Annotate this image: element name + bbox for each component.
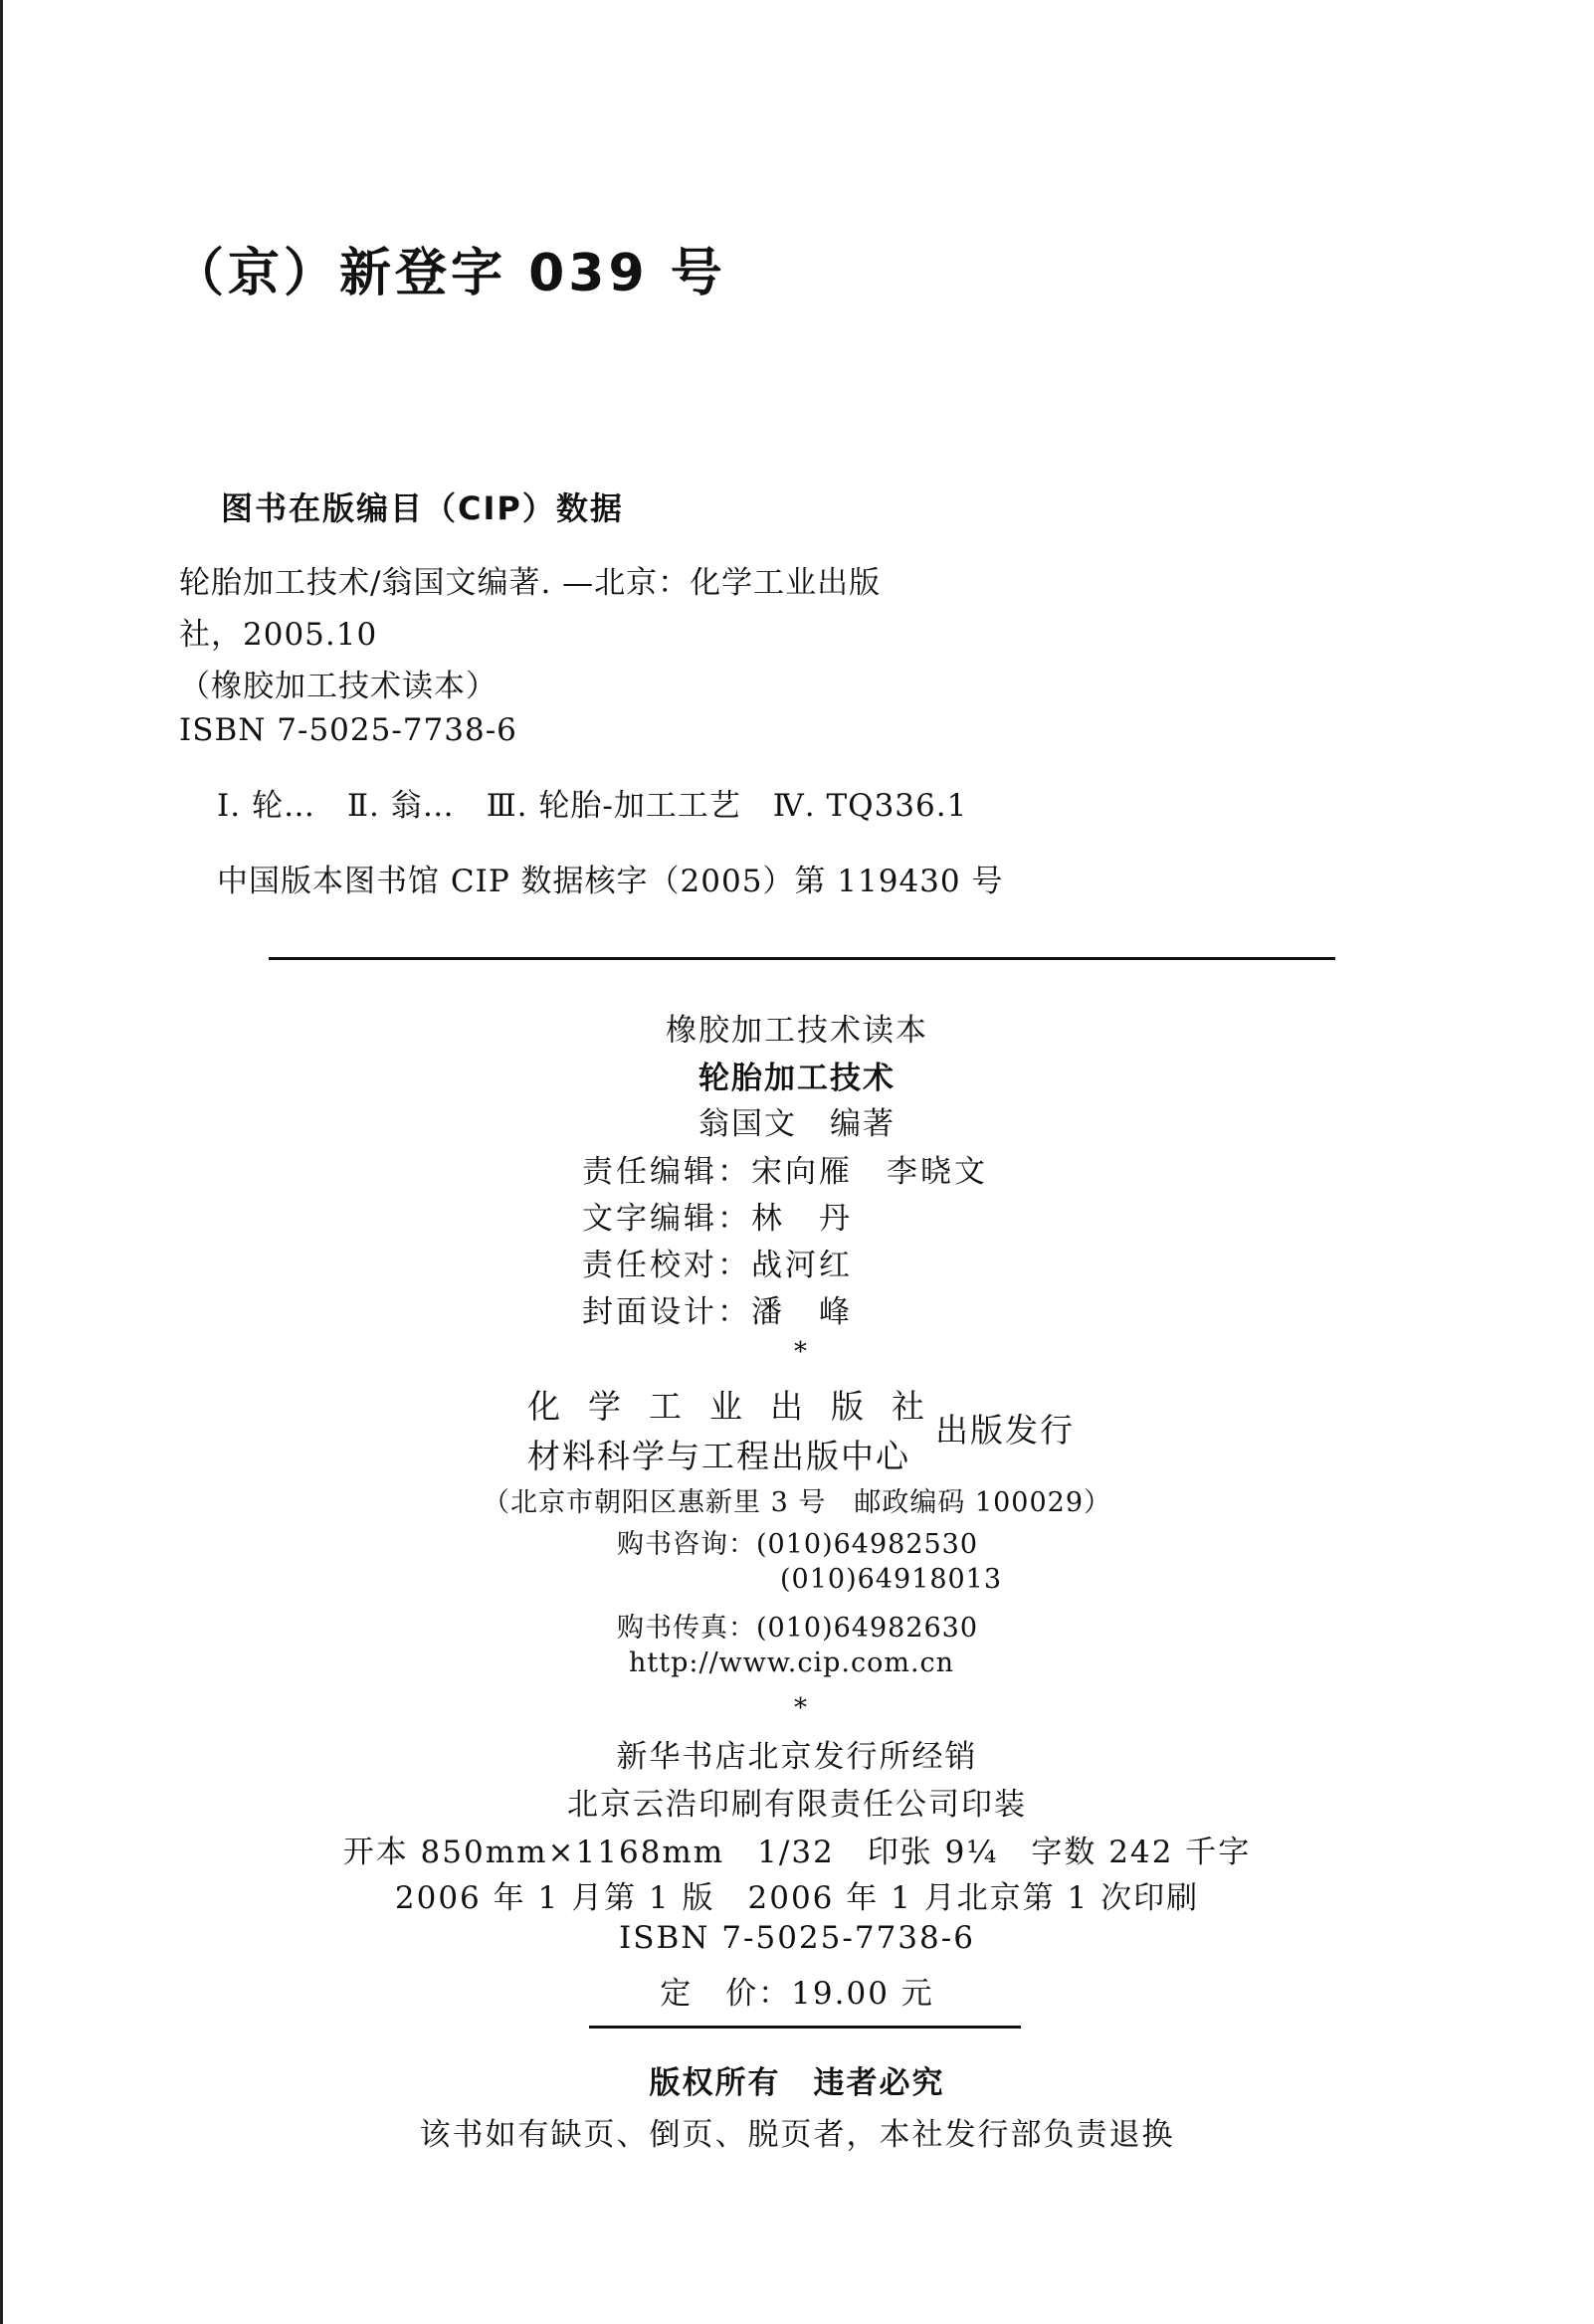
publisher-name: 化学工业出版社 <box>527 1387 952 1426</box>
credit-row <box>582 1286 988 1333</box>
cip-line-2: 社，2005.10 <box>179 617 378 653</box>
credits <box>582 1146 988 1333</box>
price: 定 价：19.00 元 <box>660 1976 934 2012</box>
registration-number: （京）新登字 039 号 <box>172 244 726 303</box>
printer: 北京云浩印刷有限责任公司印装 <box>567 1787 1027 1823</box>
series-title: 橡胶加工技术读本 <box>666 1013 928 1049</box>
divider-bottom <box>589 2026 1021 2029</box>
copyright-notice: 版权所有 违者必究 <box>649 2065 945 2101</box>
fax-number: (010)64982630 <box>756 1613 979 1644</box>
credit-role: 封面设计： <box>582 1294 751 1330</box>
phone-number: (010)64918013 <box>780 1564 1003 1595</box>
credit-role: 责任编辑： <box>582 1154 751 1190</box>
publisher-center: 材料科学与工程出版中心 <box>527 1437 910 1475</box>
cip-line-1: 轮胎加工技术/翁国文编著. —北京：化学工业出版 <box>179 565 882 601</box>
credit-name: 潘 峰 <box>751 1294 853 1330</box>
format-info: 开本 850mm×1168mm 1/32 印张 9¼ 字数 242 千字 <box>342 1835 1252 1870</box>
credit-name: 宋向雁 李晓文 <box>751 1154 988 1190</box>
fax-line <box>617 1606 978 1645</box>
publisher-address: （北京市朝阳区惠新里 3 号 邮政编码 100029） <box>483 1487 1111 1518</box>
credit-name: 战河红 <box>751 1248 853 1283</box>
separator-star-2: * <box>794 1693 807 1723</box>
credit-name: 林 丹 <box>751 1201 853 1237</box>
cip-isbn: ISBN 7-5025-7738-6 <box>179 712 517 748</box>
credit-row <box>582 1193 988 1240</box>
credit-row <box>582 1240 988 1286</box>
cip-classification: Ⅰ. 轮… Ⅱ. 翁… Ⅲ. 轮胎-加工工艺 Ⅳ. TQ336.1 <box>217 788 968 824</box>
phone-line-2 <box>780 1564 1002 1595</box>
fax-label: 购书传真： <box>617 1613 756 1644</box>
returns-policy: 该书如有缺页、倒页、脱页者，本社发行部负责退换 <box>419 2117 1175 2153</box>
credit-role: 责任校对： <box>582 1248 751 1283</box>
separator-star-1: * <box>794 1337 807 1367</box>
website: http://www.cip.com.cn <box>629 1647 955 1678</box>
book-title: 轮胎加工技术 <box>698 1061 896 1096</box>
author: 翁国文 编著 <box>698 1106 896 1142</box>
credit-row <box>582 1146 988 1193</box>
publisher-block <box>527 1381 952 1480</box>
credit-role: 文字编辑： <box>582 1201 751 1237</box>
cip-series: （橡胶加工技术读本） <box>179 669 498 704</box>
phone-label: 购书咨询： <box>617 1529 756 1560</box>
distributor: 新华书店北京发行所经销 <box>616 1739 978 1775</box>
phone-line-1 <box>617 1522 978 1561</box>
phone-number: (010)64982530 <box>756 1529 979 1560</box>
cip-verification: 中国版本图书馆 CIP 数据核字（2005）第 119430 号 <box>217 864 1004 899</box>
divider-top <box>269 957 1335 960</box>
publisher-suffix: 出版发行 <box>935 1411 1075 1450</box>
edition-info: 2006 年 1 月第 1 版 2006 年 1 月北京第 1 次印刷 <box>394 1880 1200 1916</box>
cip-title: 图书在版编目（CIP）数据 <box>221 489 624 527</box>
colophon-isbn: ISBN 7-5025-7738-6 <box>619 1920 975 1956</box>
